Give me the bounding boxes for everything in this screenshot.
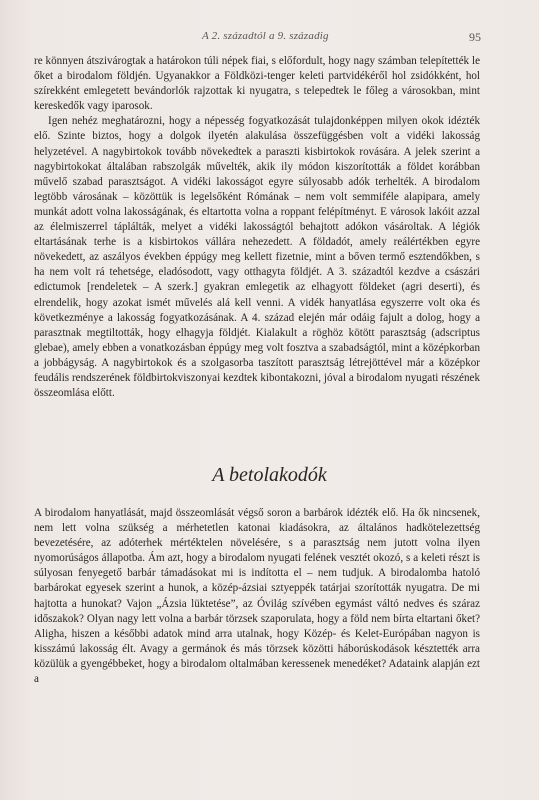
page-number: 95 <box>469 30 481 44</box>
section-heading: A betolakodók <box>212 464 327 486</box>
main-text <box>34 54 480 401</box>
paragraph: A birodalom hanyatlását, majd összeomlását végső soron a barbárok idézték elő. Ha ők nincsenek, nem lett volna szükség a mérhetetlen katonai kiadásokra, az általános hadkötelezettség bevezetésére, az adóterhek mértéktelen növelésére, s a parasztság nem jutott volna ilyen nyomorúságos állapotba. Ám azt, hogy a birodalom nyugati felének vesztét okozó, s a keleti részt is súlyosan fenyegető barbár támadásokat mi is indította el – nem tudjuk. A birodalomba hatoló barbárokat egyesek szerint a hunok, a közép-ázsiai sztyeppék tatárjai szorították nyugatra. De mi hajtotta a hunokat? Vajon „Ázsia lüktetése”, az Óvilág szívében egymást váltó nedves és száraz időszakok? Olyan nagy lett volna a barbár törzsek szaporulata, hogy a föld nem bírta eltartani őket? Aligha, hiszen a későbbi adatok mind arra utalnak, hogy Közép- és Kelet-Európában nagyon is kisszámú lakosság élt. Avagy a germánok és más törzsek közötti háborúskodások késztették arra közülük a gyengébbeket, hogy a birodalom oltalmában keressenek menedéket? Adataink alapján ezt a <box>34 507 480 686</box>
paragraph: Igen nehéz meghatározni, hogy a népesség fogyatkozását tulajdonképpen milyen okok idézték elő. Szinte biztos, hogy a dolgok ilyetén alakulása összefüggésben volt a vidéki lakosság helyzetével. A nagybirtokok tovább növekedtek a paraszti kisbirtokok rovására. A jelek szerint a nagybirtokokat általában rabszolgák művelték, akik ily módon kiszorították a földet korábban művelő szabad parasztságot. A vidéki lakosságot egyre súlyosabb adók terhelték. A birodalom legtöbb városának – közöttük is legelsőként Rómának – nem volt semmiféle alapipara, amely munkát adott volna lakosságának, és eltartotta volna a roppant felépítményt. E városok lakóit azzal az élelmiszerrel táplálták, melyet a vidéki lakosságtól behajtott adókon vásároltak. A légiók eltartásának terhe is a kisbirtokos vállára nehezedett. A földadót, amely reálértékben egyre növekedett, az aszályos években éppúgy meg kellett fizetnie, mint a bőven termő esztendőkben, s ha nem volt rá tehetsége, eladósodott, vagy otthagyta földjét. A 3. századtól kezdve a császári edictumok [rendeletek – A szerk.] gyakran emlegetik az elhagyott földeket (agri deserti), és elrendelik, hogy azokat ismét művelés alá kell venni. A vidék hanyatlása egyszerre volt oka és következménye a lakosság fogyatkozásának. A 4. század elején már odáig fajult a dolog, hogy a parasztnak megtiltották, hogy elhagyja földjét. Kialakult a röghöz kötött parasztság (adscriptus glebae), amely ebben a vonatkozásban éppúgy meg volt fosztva a szabadságtól, mint a középkorban a jobbágyság. A nagybirtokok és a szolgasorba taszított parasztság létrejöttével már a középkor feudális rendszerének földbirtokviszonyai kezdtek kibontakozni, jóval a birodalom nyugati részének összeomlása előtt. <box>34 115 480 400</box>
paragraph: re könnyen átszivárogtak a határokon túli népek fiai, s előfordult, hogy nagy számban telepítették le őket a birodalom földjén. Ugyanakkor a Földközi-tenger keleti partvidékéről hol zsidókként, hol szírekként emlegetett bevándorlók rajzottak ki nyugatra, s telepedtek le főleg a városokban, mint kereskedők vagy iparosok. <box>34 55 480 113</box>
running-title: A 2. századtól a 9. századig <box>202 30 329 42</box>
section-text <box>34 506 480 687</box>
running-header <box>34 30 481 46</box>
